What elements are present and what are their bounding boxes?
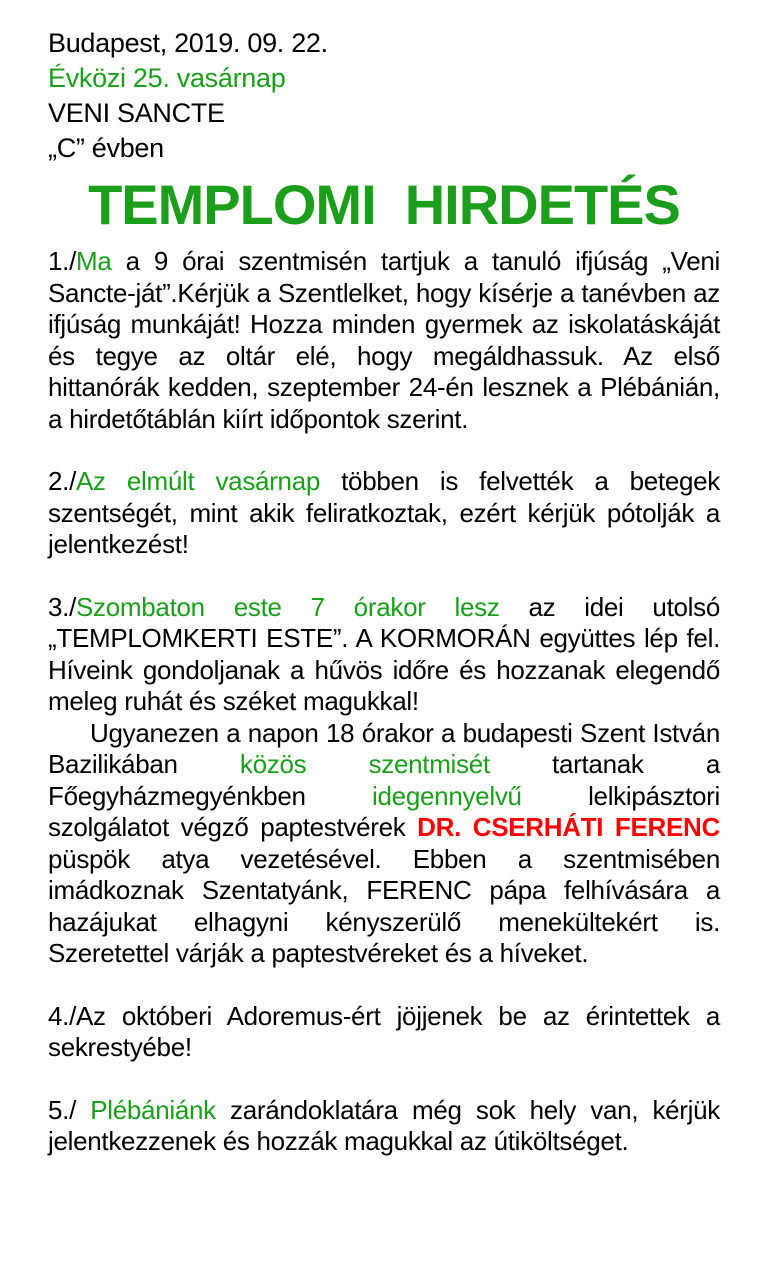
text-run: többen is felvették a betegek szentségét, mint akik feliratkoztak, ezért kérjük pótolják a jelentkezést! xyxy=(48,466,721,559)
text-run: lelkipásztori szolgálatot végző paptestvérek xyxy=(48,780,720,842)
text-run-green: idegennyelvű xyxy=(372,780,522,811)
text-run: a 9 órai szentmisén tartjuk a tanuló ifjúság „Veni Sancte-ját”.Kérjük a Szentlelket, hogy kísérje a tanévben az ifjúság munkáját! Hozza minden gyermek az iskolatáskáját és tegye az oltár elé, hogy megáldhassuk. Az első hittanórák kedden, szeptember 24-én lesznek a Plébánián, a hirdetőtáblán kiírt időpontok szerint. xyxy=(48,246,720,434)
text-run: 1./ xyxy=(48,246,77,276)
announcement-item-2 xyxy=(48,466,720,561)
occasion-line: VENI SANCTE xyxy=(48,98,225,128)
text-run: 4./Az októberi Adoremus-ért jöjjenek be az érintettek a sekrestyébe! xyxy=(48,1000,720,1062)
text-run: tartanak a Főegyházmegyénkben xyxy=(48,749,720,811)
announcement-item-3 xyxy=(48,592,720,718)
text-run: 2./ xyxy=(48,466,77,496)
liturgical-day-line: Évközi 25. vasárnap xyxy=(48,63,286,93)
announcement-item-3-continued xyxy=(48,718,720,970)
year-line: „C” évben xyxy=(48,133,164,163)
text-run-green: Szombaton este 7 órakor lesz xyxy=(76,591,500,622)
page-title: TEMPLOMI HIRDETÉS xyxy=(88,173,680,236)
text-run-red: DR. CSERHÁTI FERENC xyxy=(417,812,720,842)
announcement-item-4 xyxy=(48,1001,720,1064)
text-run: 5./ xyxy=(48,1094,91,1125)
text-run-green: Az elmúlt vasárnap xyxy=(76,466,321,496)
text-run-green: Plébániánk xyxy=(90,1094,216,1125)
announcement-item-1 xyxy=(48,246,720,435)
text-run: az idei utolsó „TEMPLOMKERTI ESTE”. A KORMORÁN együttes lép fel. Híveink gondoljanak a hűvös időre és hozzanak elegendő meleg ruhát és széket magukkal! xyxy=(48,591,721,716)
text-run: püspök atya vezetésével. Ebben a szentmisében imádkoznak Szentatyánk, FERENC pápa felhívására a hazájukat elhagyni kényszerülő menekültekért is. Szeretettel várják a paptestvéreket és a híveket. xyxy=(48,843,720,968)
text-run-green: Ma xyxy=(76,246,112,276)
text-run: Ugyanezen a napon 18 órakor a budapesti Szent István Bazilikában xyxy=(48,717,720,779)
text-run: zarándoklatára még sok hely van, kérjük jelentkezzenek és hozzák magukkal az útiköltséget. xyxy=(48,1094,720,1156)
date-line: Budapest, 2019. 09. 22. xyxy=(48,28,328,58)
announcement-item-5 xyxy=(48,1095,720,1158)
text-run-green: közös szentmisét xyxy=(239,749,490,779)
text-run: 3./ xyxy=(48,591,77,622)
